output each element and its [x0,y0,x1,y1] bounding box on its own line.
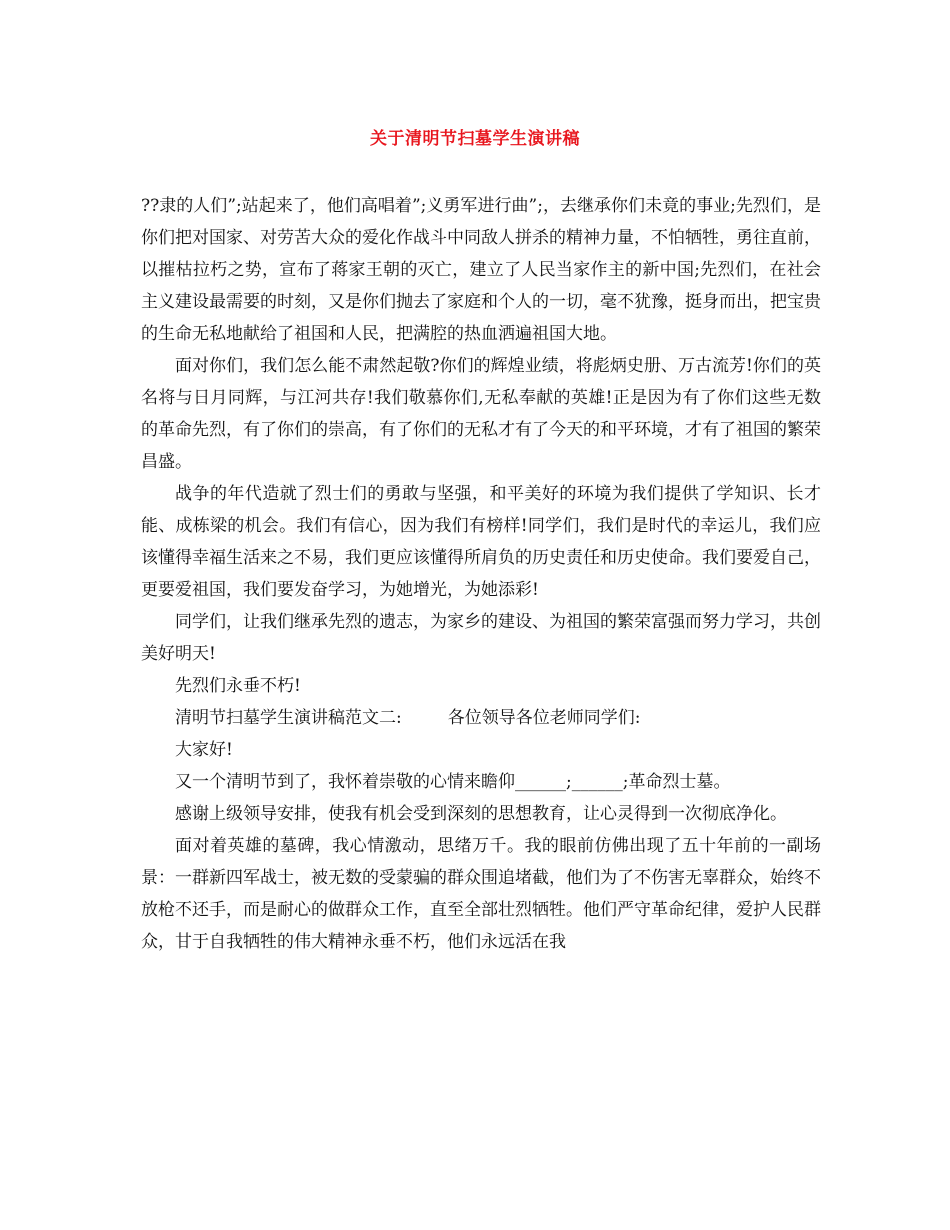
paragraph-1: ??隶的人们”;站起来了，他们高唱着”;义勇军进行曲”;，去继承你们未竟的事业;先烈们，是你们把对国家、对劳苦大众的爱化作战斗中同敌人拼杀的精神力量，不怕牺牲，勇往直前，以摧枯拉朽之势，宣布了蒋家王朝的灭亡，建立了人民当家作主的新中国;先烈们，在社会主义建设最需要的时刻，又是你们抛去了家庭和个人的一切，毫不犹豫，挺身而出，把宝贵的生命无私地献给了祖国和人民，把满腔的热血洒遍祖国大地。 [141,196,821,344]
paragraph-7: 又一个清明节到了，我怀着崇敬的心情来瞻仰______;______;革命烈士墓。 [175,772,731,792]
paragraph-9: 面对着英雄的墓碑，我心情激动，思绪万千。我的眼前仿佛出现了五十年前的一副场景：一群新四军战士，被无数的受蒙骗的群众围追堵截，他们为了不伤害无辜群众，始终不放枪不还手，而是耐心的做群众工作，直至全部壮烈牺牲。他们严守革命纪律，爱护人民群众，甘于自我牺牲的伟大精神永垂不朽，他们永远活在我 [141,836,821,952]
paragraph-2: 面对你们，我们怎么能不肃然起敬?你们的辉煌业绩，将彪炳史册、万古流芳!你们的英名将与日月同辉，与江河共存!我们敬慕你们,无私奉献的英雄!正是因为有了你们这些无数的革命先烈，有了你们的崇高，有了你们的无私才有了今天的和平环境，才有了祖国的繁荣昌盛。 [141,356,821,472]
second-speech-heading: 清明节扫墓学生演讲稿范文二: [175,708,402,728]
paragraph-3: 战争的年代造就了烈士们的勇敢与坚强，和平美好的环境为我们提供了学知识、长才能、成栋梁的机会。我们有信心，因为我们有榜样!同学们，我们是时代的幸运儿，我们应该懂得幸福生活来之不易，我们更应该懂得所肩负的历史责任和历史使命。我们要爱自己，更要爱祖国，我们要发奋学习，为她增光，为她添彩! [141,484,821,600]
second-speech-heading-line [141,702,821,734]
paragraph-6: 大家好! [175,740,233,760]
document-title: 关于清明节扫墓学生演讲稿 [370,129,580,149]
paragraph-8: 感谢上级领导安排，使我有机会受到深刻的思想教育，让心灵得到一次彻底净化。 [175,804,787,824]
paragraph-4: 同学们，让我们继承先烈的遗志，为家乡的建设、为祖国的繁荣富强而努力学习，共创美好明天! [141,612,821,664]
audience-greeting: 各位领导各位老师同学们: [447,708,641,728]
document-body [141,190,821,958]
paragraph-5: 先烈们永垂不朽! [175,676,301,696]
